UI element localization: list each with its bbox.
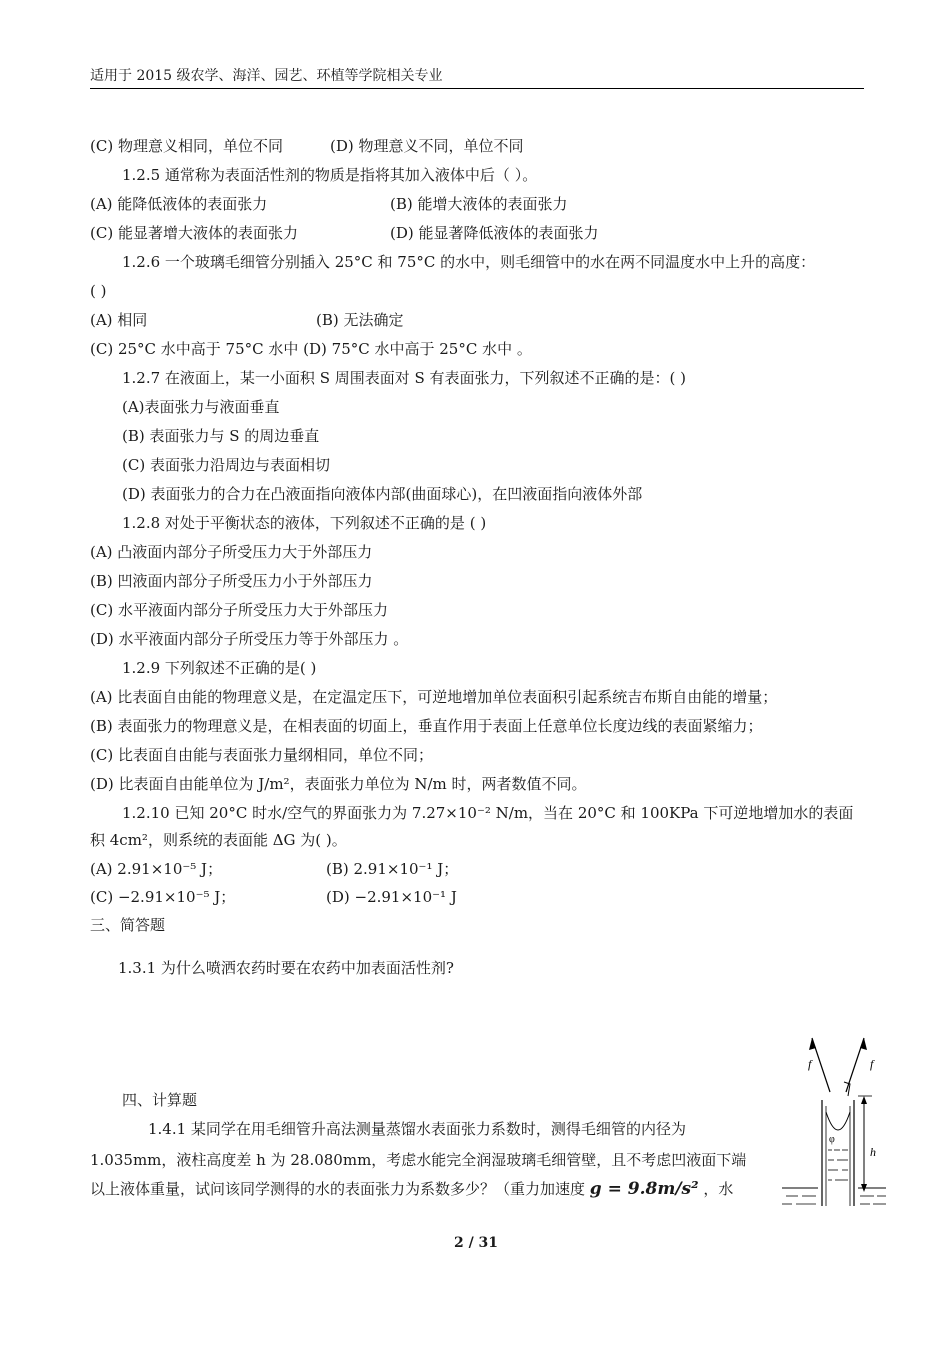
option-a: (A) 相同: [90, 311, 148, 329]
section-4-heading: 四、计算题: [122, 1091, 198, 1109]
question-1-2-8: 1.2.8 对处于平衡状态的液体，下列叙述不正确的是 ( ): [122, 514, 487, 532]
q127-option-c: (C) 表面张力沿周边与表面相切: [122, 456, 330, 474]
contact-angle-label: φ: [829, 1134, 835, 1145]
question-1-4-1-line3: [90, 1178, 733, 1200]
option-b: (B) 能增大液体的表面张力: [390, 195, 568, 213]
q126-options-ab: [90, 309, 404, 331]
q127-option-b: (B) 表面张力与 S 的周边垂直: [122, 427, 320, 445]
q129-option-b: (B) 表面张力的物理意义是，在相表面的切面上，垂直作用于表面上任意单位长度边线的表面紧缩力；: [90, 717, 763, 735]
option-b: (B) 2.91×10⁻¹ J；: [326, 860, 459, 878]
q141-text-post: ，水: [703, 1180, 734, 1198]
question-1-2-6: 1.2.6 一个玻璃毛细管分别插入 25°C 和 75°C 的水中，则毛细管中的水在两不同温度水中上升的高度：: [122, 253, 816, 271]
question-1-2-5: 1.2.5 通常称为表面活性剂的物质是指将其加入液体中后（ ）。: [122, 166, 538, 184]
q127-option-d: (D) 表面张力的合力在凸液面指向液体内部(曲面球心)，在凹液面指向液体外部: [122, 485, 643, 503]
header-rule: [90, 88, 864, 89]
capillary-diagram: [782, 1030, 886, 1206]
option-c: (C) −2.91×10⁻⁵ J；: [90, 888, 236, 906]
page-number: 2 / 31: [453, 1235, 499, 1251]
q1210-options-ab: [90, 858, 459, 880]
option-c: (C) 物理意义相同，单位不同: [90, 137, 283, 155]
force-label-right: f: [870, 1057, 874, 1071]
q125-options-ab: [90, 193, 568, 215]
option-c: (C) 能显著增大液体的表面张力: [90, 224, 298, 242]
q129-option-c: (C) 比表面自由能与表面张力量纲相同，单位不同；: [90, 746, 433, 764]
question-1-3-1: 1.3.1 为什么喷洒农药时要在农药中加表面活性剂?: [118, 959, 454, 977]
q126-options-cd: (C) 25°C 水中高于 75°C 水中 (D) 75°C 水中高于 25°C 水中 。: [90, 340, 532, 358]
gravity-value: g = 9.8m/s²: [589, 1179, 699, 1199]
height-label: h: [870, 1145, 876, 1159]
q1210-options-cd: [90, 886, 457, 908]
option-a: (A) 能降低液体的表面张力: [90, 195, 268, 213]
option-a: (A) 2.91×10⁻⁵ J；: [90, 860, 223, 878]
option-d: (D) 能显著降低液体的表面张力: [390, 224, 599, 242]
question-1-2-10-cont: 积 4cm²，则系统的表面能 ΔG 为( )。: [90, 831, 347, 849]
question-1-2-7: 1.2.7 在液面上，某一小面积 S 周围表面对 S 有表面张力，下列叙述不正确的是：( ): [122, 369, 687, 387]
force-label-left: f: [808, 1057, 812, 1071]
q141-text-pre: 以上液体重量，试问该同学测得的水的表面张力为系数多少？（重力加速度: [90, 1180, 586, 1198]
question-1-4-1-line1: 1.4.1 某同学在用毛细管升高法测量蒸馏水表面张力系数时，测得毛细管的内径为: [148, 1120, 686, 1138]
q129-option-d: (D) 比表面自由能单位为 J/m²，表面张力单位为 N/m 时，两者数值不同。: [90, 775, 587, 793]
q128-option-d: (D) 水平液面内部分子所受压力等于外部压力 。: [90, 630, 409, 648]
q129-option-a: (A) 比表面自由能的物理意义是，在定温定压下，可逆地增加单位表面积引起系统吉布斯自由能的增量；: [90, 688, 778, 706]
q125-options-cd: [90, 222, 599, 244]
option-d: (D) −2.91×10⁻¹ J: [326, 888, 457, 906]
q127-option-a: (A)表面张力与液面垂直: [122, 398, 280, 416]
q128-option-b: (B) 凹液面内部分子所受压力小于外部压力: [90, 572, 373, 590]
option-b: (B) 无法确定: [316, 311, 404, 329]
q128-option-c: (C) 水平液面内部分子所受压力大于外部压力: [90, 601, 388, 619]
section-3-heading: 三、简答题: [90, 916, 166, 934]
option-d: (D) 物理意义不同，单位不同: [330, 137, 524, 155]
q128-option-a: (A) 凸液面内部分子所受压力大于外部压力: [90, 543, 373, 561]
question-1-4-1-line2: 1.035mm，液柱高度差 h 为 28.080mm，考虑水能完全润湿玻璃毛细管壁，且不考虑凹液面下端: [90, 1151, 747, 1169]
question-1-2-9: 1.2.9 下列叙述不正确的是( ): [122, 659, 317, 677]
page-header: 适用于 2015 级农学、海洋、园艺、环植等学院相关专业: [90, 68, 443, 84]
q126-paren: ( ): [90, 282, 107, 300]
line-c-prev: [90, 135, 524, 157]
question-1-2-10: 1.2.10 已知 20°C 时水/空气的界面张力为 7.27×10⁻² N/m，当在 20°C 和 100KPa 下可逆地增加水的表面: [122, 804, 854, 822]
